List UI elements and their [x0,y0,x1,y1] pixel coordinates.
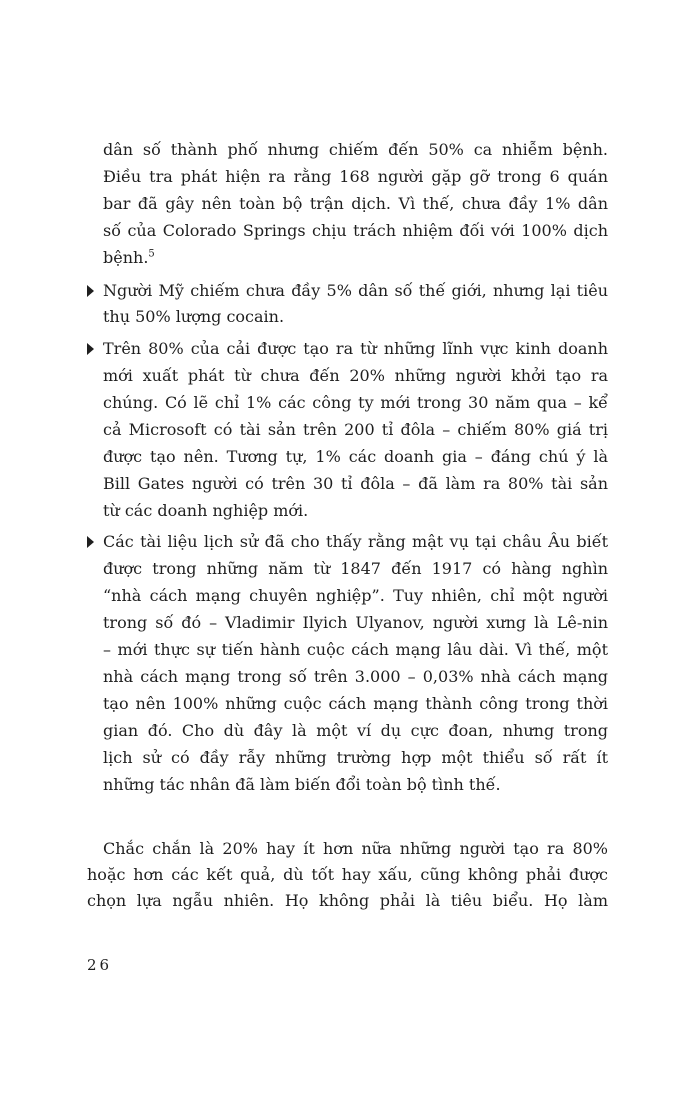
bullet-line: lịch sử có đầy rẫy những trường hợp một thiểu số rất ít [103,748,608,767]
bullet-triangle-icon [87,285,94,297]
bullet-line: mới xuất phát từ chưa đến 20% những người khởi tạo ra [103,366,608,385]
paragraph-line [103,247,608,269]
bullet-line: Các tài liệu lịch sử đã cho thấy rằng mật vụ tại châu Âu biết [103,532,608,551]
page-number: 26 [87,956,113,974]
paragraph-line: số của Colorado Springs chịu trách nhiệm đối với 100% dịch [103,221,608,240]
paragraph-line: bar đã gây nên toàn bộ trận dịch. Vì thế, chưa đầy 1% dân [103,194,608,213]
bullet-triangle-icon [87,343,94,355]
bullet-line: gian đó. Cho dù đây là một ví dụ cực đoan, nhưng trong [103,721,608,740]
paragraph-line: Điều tra phát hiện ra rằng 168 người gặp gỡ trong 6 quán [103,167,608,186]
bullet-line: Người Mỹ chiếm chưa đầy 5% dân số thế giới, nhưng lại tiêu [103,281,608,300]
bullet-line: từ các doanh nghiệp mới. [103,501,309,520]
bullet-line: chúng. Có lẽ chỉ 1% các công ty mới trong 30 năm qua – kể [103,393,608,412]
bullet-line: – mới thực sự tiến hành cuộc cách mạng lâu dài. Vì thế, một [103,640,608,659]
bullet-line: thụ 50% lượng cocain. [103,307,285,326]
paragraph-line: chọn lựa ngẫu nhiên. Họ không phải là tiêu biểu. Họ làm [87,891,608,910]
bullet-line: trong số đó – Vladimir Ilyich Ulyanov, người xưng là Lê-nin [103,613,608,632]
bullet-line: nhà cách mạng trong số trên 3.000 – 0,03% nhà cách mạng [103,667,608,686]
paragraph-line: Chắc chắn là 20% hay ít hơn nữa những người tạo ra 80% [103,839,608,858]
bullet-line: Trên 80% của cải được tạo ra từ những lĩnh vực kinh doanh [103,339,608,358]
bullet-line: Bill Gates người có trên 30 tỉ đôla – đã làm ra 80% tài sản [103,474,608,493]
bullet-line: tạo nên 100% những cuộc cách mạng thành công trong thời [103,694,608,713]
footnote-marker: 5 [148,248,155,260]
bullet-line: được tạo nên. Tương tự, 1% các doanh gia – đáng chú ý là [103,447,608,466]
paragraph-line: dân số thành phố nhưng chiếm đến 50% ca nhiễm bệnh. [103,140,608,159]
bullet-line: “nhà cách mạng chuyên nghiệp”. Tuy nhiên, chỉ một người [103,586,608,605]
bullet-line: cả Microsoft có tài sản trên 200 tỉ đôla – chiếm 80% giá trị [103,420,608,439]
paragraph-line: hoặc hơn các kết quả, dù tốt hay xấu, cũng không phải được [87,865,608,884]
bullet-line: những tác nhân đã làm biến đổi toàn bộ tình thế. [103,775,501,794]
bullet-line: được trong những năm từ 1847 đến 1917 có hàng nghìn [103,559,608,578]
bullet-triangle-icon [87,536,94,548]
paragraph-line-text: bệnh. [103,248,149,267]
